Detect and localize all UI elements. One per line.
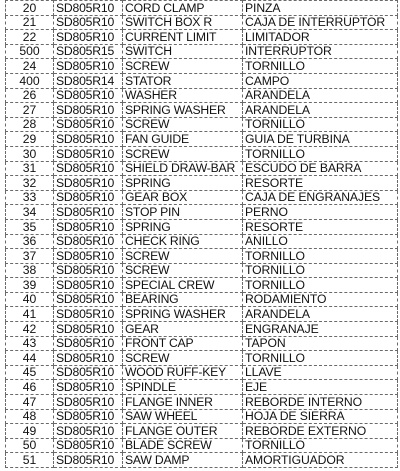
part-name-en-cell: FAN GUIDE (123, 132, 243, 147)
parts-table-body (6, 1, 398, 468)
part-name-es-cell: LIMITADOR (243, 30, 398, 45)
table-row (6, 205, 398, 220)
part-number-cell: 28 (6, 117, 54, 132)
part-number-cell: 38 (6, 263, 54, 278)
part-number-cell: 30 (6, 146, 54, 161)
table-row (6, 322, 398, 337)
table-row (6, 278, 398, 293)
model-code-cell: SD805R10 (54, 219, 123, 234)
part-number-cell: 44 (6, 351, 54, 366)
table-row (6, 73, 398, 88)
part-name-en-cell: SCREW (123, 263, 243, 278)
part-name-en-cell: FLANGE INNER (123, 395, 243, 410)
part-name-en-cell: STATOR (123, 73, 243, 88)
model-code-cell: SD805R10 (54, 292, 123, 307)
table-row (6, 59, 398, 74)
table-row (6, 190, 398, 205)
part-number-cell: 29 (6, 132, 54, 147)
part-number-cell: 40 (6, 292, 54, 307)
part-name-en-cell: SWITCH (123, 44, 243, 59)
model-code-cell: SD805R10 (54, 336, 123, 351)
table-row (6, 307, 398, 322)
table-row (6, 395, 398, 410)
model-code-cell: SD805R10 (54, 161, 123, 176)
model-code-cell: SD805R10 (54, 263, 123, 278)
part-number-cell: 36 (6, 234, 54, 249)
part-number-cell: 39 (6, 278, 54, 293)
part-name-es-cell: REBORDE INTERNO (243, 395, 398, 410)
part-name-en-cell: GEAR BOX (123, 190, 243, 205)
part-name-es-cell: CAJA DE INTERRUPTOR (243, 15, 398, 30)
table-row (6, 438, 398, 453)
part-name-es-cell: CAJA DE ENGRANAJES (243, 190, 398, 205)
part-name-es-cell: TORNILLO (243, 117, 398, 132)
model-code-cell: SD805R10 (54, 176, 123, 191)
part-name-es-cell: TORNILLO (243, 263, 398, 278)
table-row (6, 1, 398, 16)
part-name-en-cell: SCREW (123, 117, 243, 132)
part-name-en-cell: FRONT CAP (123, 336, 243, 351)
table-row (6, 219, 398, 234)
part-number-cell: 49 (6, 424, 54, 439)
model-code-cell: SD805R10 (54, 380, 123, 395)
model-code-cell: SD805R10 (54, 307, 123, 322)
part-number-cell: 22 (6, 30, 54, 45)
part-name-en-cell: SCREW (123, 249, 243, 264)
part-name-en-cell: BLADE SCREW (123, 438, 243, 453)
table-row (6, 292, 398, 307)
table-row (6, 409, 398, 424)
part-name-es-cell: REBORDE EXTERNO (243, 424, 398, 439)
table-row (6, 453, 398, 468)
part-name-es-cell: TORNILLO (243, 249, 398, 264)
model-code-cell: SD805R10 (54, 365, 123, 380)
part-number-cell: 45 (6, 365, 54, 380)
model-code-cell: SD805R10 (54, 30, 123, 45)
table-row (6, 117, 398, 132)
part-name-es-cell: ARANDELA (243, 307, 398, 322)
model-code-cell: SD805R10 (54, 15, 123, 30)
part-name-es-cell: INTERRUPTOR (243, 44, 398, 59)
model-code-cell: SD805R10 (54, 190, 123, 205)
part-name-en-cell: SAW DAMP (123, 453, 243, 468)
part-name-es-cell: RODAMIENTO (243, 292, 398, 307)
part-name-en-cell: FLANGE OUTER (123, 424, 243, 439)
part-name-en-cell: CHECK RING (123, 234, 243, 249)
part-name-en-cell: SAW WHEEL (123, 409, 243, 424)
part-name-en-cell: SWITCH BOX R (123, 15, 243, 30)
model-code-cell: SD805R10 (54, 409, 123, 424)
model-code-cell: SD805R10 (54, 59, 123, 74)
model-code-cell: SD805R10 (54, 322, 123, 337)
part-name-es-cell: RESORTE (243, 176, 398, 191)
part-number-cell: 47 (6, 395, 54, 410)
part-number-cell: 35 (6, 219, 54, 234)
part-name-es-cell: TORNILLO (243, 351, 398, 366)
part-number-cell: 32 (6, 176, 54, 191)
table-row (6, 380, 398, 395)
table-row (6, 365, 398, 380)
part-name-en-cell: SPRING (123, 176, 243, 191)
table-row (6, 176, 398, 191)
model-code-cell: SD805R15 (54, 44, 123, 59)
model-code-cell: SD805R10 (54, 103, 123, 118)
table-row (6, 263, 398, 278)
parts-table (5, 0, 398, 468)
part-name-es-cell: PINZA (243, 1, 398, 16)
part-name-en-cell: SCREW (123, 59, 243, 74)
part-number-cell: 50 (6, 438, 54, 453)
table-row (6, 234, 398, 249)
part-name-es-cell: ANILLO (243, 234, 398, 249)
table-row (6, 30, 398, 45)
part-number-cell: 33 (6, 190, 54, 205)
part-number-cell: 48 (6, 409, 54, 424)
model-code-cell: SD805R10 (54, 146, 123, 161)
part-name-es-cell: TORNILLO (243, 59, 398, 74)
table-row (6, 103, 398, 118)
model-code-cell: SD805R10 (54, 438, 123, 453)
part-number-cell: 31 (6, 161, 54, 176)
part-number-cell: 51 (6, 453, 54, 468)
part-name-en-cell: SHIELD DRAW-BAR (123, 161, 243, 176)
model-code-cell: SD805R10 (54, 278, 123, 293)
part-number-cell: 24 (6, 59, 54, 74)
table-row (6, 249, 398, 264)
part-name-es-cell: ARANDELA (243, 103, 398, 118)
part-name-en-cell: SCREW (123, 351, 243, 366)
part-number-cell: 400 (6, 73, 54, 88)
part-name-es-cell: TORNILLO (243, 438, 398, 453)
part-name-en-cell: CURRENT LIMIT (123, 30, 243, 45)
part-name-en-cell: WOOD RUFF-KEY (123, 365, 243, 380)
model-code-cell: SD805R10 (54, 205, 123, 220)
part-name-en-cell: SPINDLE (123, 380, 243, 395)
part-name-es-cell: EJE (243, 380, 398, 395)
part-number-cell: 500 (6, 44, 54, 59)
table-row (6, 351, 398, 366)
table-row (6, 88, 398, 103)
table-row (6, 44, 398, 59)
part-number-cell: 43 (6, 336, 54, 351)
model-code-cell: SD805R10 (54, 453, 123, 468)
part-name-es-cell: GUIA DE TURBINA (243, 132, 398, 147)
model-code-cell: SD805R14 (54, 73, 123, 88)
model-code-cell: SD805R10 (54, 1, 123, 16)
part-name-es-cell: PERNO (243, 205, 398, 220)
part-name-en-cell: SCREW (123, 146, 243, 161)
table-row (6, 132, 398, 147)
part-number-cell: 27 (6, 103, 54, 118)
model-code-cell: SD805R10 (54, 424, 123, 439)
part-name-es-cell: ESCUDO DE BARRA (243, 161, 398, 176)
part-name-es-cell: TORNILLO (243, 278, 398, 293)
part-number-cell: 26 (6, 88, 54, 103)
part-name-en-cell: CORD CLAMP (123, 1, 243, 16)
model-code-cell: SD805R10 (54, 249, 123, 264)
part-name-es-cell: AMORTIGUADOR (243, 453, 398, 468)
model-code-cell: SD805R10 (54, 234, 123, 249)
part-name-es-cell: ENGRANAJE (243, 322, 398, 337)
part-name-en-cell: WASHER (123, 88, 243, 103)
model-code-cell: SD805R10 (54, 117, 123, 132)
table-row (6, 424, 398, 439)
part-name-en-cell: SPRING WASHER (123, 103, 243, 118)
part-name-es-cell: RESORTE (243, 219, 398, 234)
part-name-en-cell: SPRING WASHER (123, 307, 243, 322)
part-name-es-cell: ARANDELA (243, 88, 398, 103)
part-name-es-cell: HOJA DE SIERRA (243, 409, 398, 424)
table-row (6, 146, 398, 161)
part-number-cell: 20 (6, 1, 54, 16)
part-name-en-cell: SPECIAL CREW (123, 278, 243, 293)
table-row (6, 15, 398, 30)
part-number-cell: 37 (6, 249, 54, 264)
model-code-cell: SD805R10 (54, 351, 123, 366)
model-code-cell: SD805R10 (54, 395, 123, 410)
part-name-es-cell: TORNILLO (243, 146, 398, 161)
part-name-en-cell: BEARING (123, 292, 243, 307)
part-number-cell: 42 (6, 322, 54, 337)
table-row (6, 161, 398, 176)
table-row (6, 336, 398, 351)
part-name-en-cell: GEAR (123, 322, 243, 337)
part-number-cell: 46 (6, 380, 54, 395)
part-name-en-cell: SPRING (123, 219, 243, 234)
part-name-es-cell: TAPON (243, 336, 398, 351)
model-code-cell: SD805R10 (54, 88, 123, 103)
part-name-es-cell: LLAVE (243, 365, 398, 380)
part-name-en-cell: STOP PIN (123, 205, 243, 220)
model-code-cell: SD805R10 (54, 132, 123, 147)
part-number-cell: 34 (6, 205, 54, 220)
part-name-es-cell: CAMPO (243, 73, 398, 88)
part-number-cell: 21 (6, 15, 54, 30)
part-number-cell: 41 (6, 307, 54, 322)
